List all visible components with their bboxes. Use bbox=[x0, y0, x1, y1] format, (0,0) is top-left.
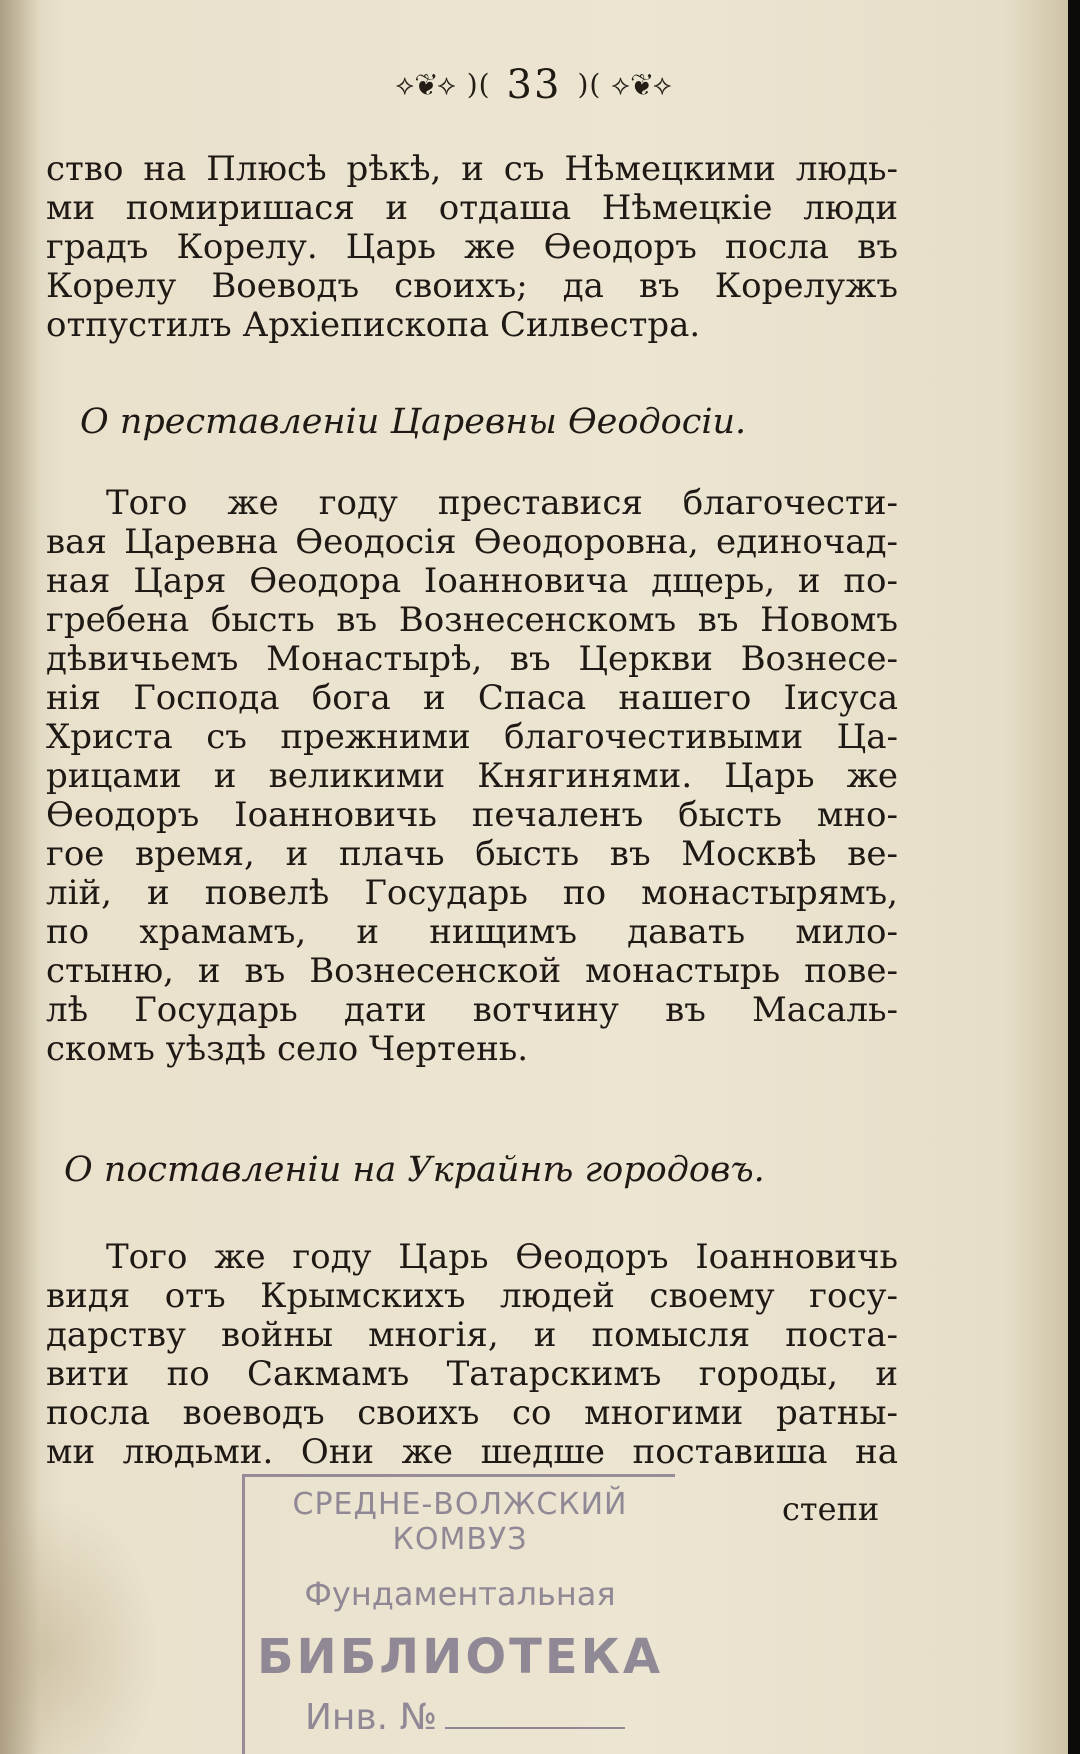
ornament-left: ⟡❦⟡ )( bbox=[395, 68, 491, 101]
stamp-inventory-label: Инв. № bbox=[305, 1697, 438, 1738]
text-line: гребена бысть въ Вознесенскомъ въ Новомъ bbox=[46, 600, 898, 640]
text-line: вити по Сакмамъ Татарскимъ городы, и bbox=[46, 1354, 898, 1394]
paragraph-3 bbox=[46, 1238, 898, 1472]
page-edge-shadow bbox=[1068, 0, 1080, 1754]
library-stamp bbox=[242, 1474, 675, 1754]
text-line: лѣ Государь дати вотчину въ Масаль- bbox=[46, 990, 898, 1030]
text-line: по храмамъ, и нищимъ давать мило- bbox=[46, 912, 898, 952]
section-heading-2: О поставленіи на Украйнѣ городовъ. bbox=[64, 1150, 765, 1190]
text-line: дѣвичьемъ Монастырѣ, въ Церкви Вознесе- bbox=[46, 639, 898, 679]
text-line: рицами и великими Княгинями. Царь же bbox=[46, 756, 898, 796]
text-line: ная Царя Ѳеодора Іоанновича дщерь, и по- bbox=[46, 561, 898, 601]
text-line: градъ Корелу. Царь же Ѳеодоръ посла въ bbox=[46, 227, 898, 267]
text-line: ми помиришася и отдаша Нѣмецкіе люди bbox=[46, 188, 898, 228]
text-line: дарству войны многія, и помысля поста- bbox=[46, 1315, 898, 1355]
page-number: 33 bbox=[506, 62, 562, 108]
text-line: посла воеводъ своихъ со многими ратны- bbox=[46, 1393, 898, 1433]
text-line: Корелу Воеводъ своихъ; да въ Корелужъ bbox=[46, 266, 898, 306]
text-line: видя отъ Крымскихъ людей своему госу- bbox=[46, 1276, 898, 1316]
catchword: степи bbox=[782, 1490, 880, 1528]
paper-stain bbox=[0, 1500, 160, 1754]
text-line: Того же году преставися благочести- bbox=[106, 483, 898, 523]
page-header bbox=[0, 62, 1068, 108]
text-line: отпустилъ Архіепископа Силвестра. bbox=[46, 305, 701, 345]
paragraph-2 bbox=[46, 484, 898, 1069]
text-line: вая Царевна Ѳеодосія Ѳеодоровна, единочад- bbox=[46, 522, 898, 562]
stamp-line-institution: СРЕДНЕ-ВОЛЖСКИЙ КОМВУЗ bbox=[292, 1487, 628, 1557]
text-line: гое время, и плачь бысть въ Москвѣ ве- bbox=[46, 834, 898, 874]
binding-shadow bbox=[0, 0, 40, 1754]
text-line: ми людьми. Они же шедше поставиша на bbox=[46, 1432, 898, 1472]
text-line: стыню, и въ Вознесенской монастырь пове- bbox=[46, 951, 898, 991]
paragraph-1 bbox=[46, 150, 898, 345]
section-heading-1: О преставленіи Царевны Ѳеодосіи. bbox=[80, 402, 747, 442]
text-line: Христа съ прежними благочестивыми Ца- bbox=[46, 717, 898, 757]
ornament-right: )( ⟡❦⟡ bbox=[577, 68, 673, 101]
text-line: нія Господа бога и Спаса нашего Іисуса bbox=[46, 678, 898, 718]
stamp-line-library: БИБЛИОТЕКА bbox=[256, 1629, 664, 1685]
text-line: лій, и повелѣ Государь по монастырямъ, bbox=[46, 873, 898, 913]
text-line: скомъ уѣздѣ село Чертень. bbox=[46, 1029, 529, 1069]
text-line: Ѳеодоръ Іоанновичь печаленъ бысть мно- bbox=[46, 795, 898, 835]
text-line: Того же году Царь Ѳеодоръ Іоанновичь bbox=[106, 1237, 898, 1277]
text-line: ство на Плюсѣ рѣкѣ, и съ Нѣмецкими людь- bbox=[46, 149, 898, 189]
stamp-inventory-blank bbox=[445, 1727, 625, 1729]
stamp-line-inventory bbox=[245, 1697, 675, 1738]
stamp-line-fundamental: Фундаментальная bbox=[304, 1575, 616, 1613]
